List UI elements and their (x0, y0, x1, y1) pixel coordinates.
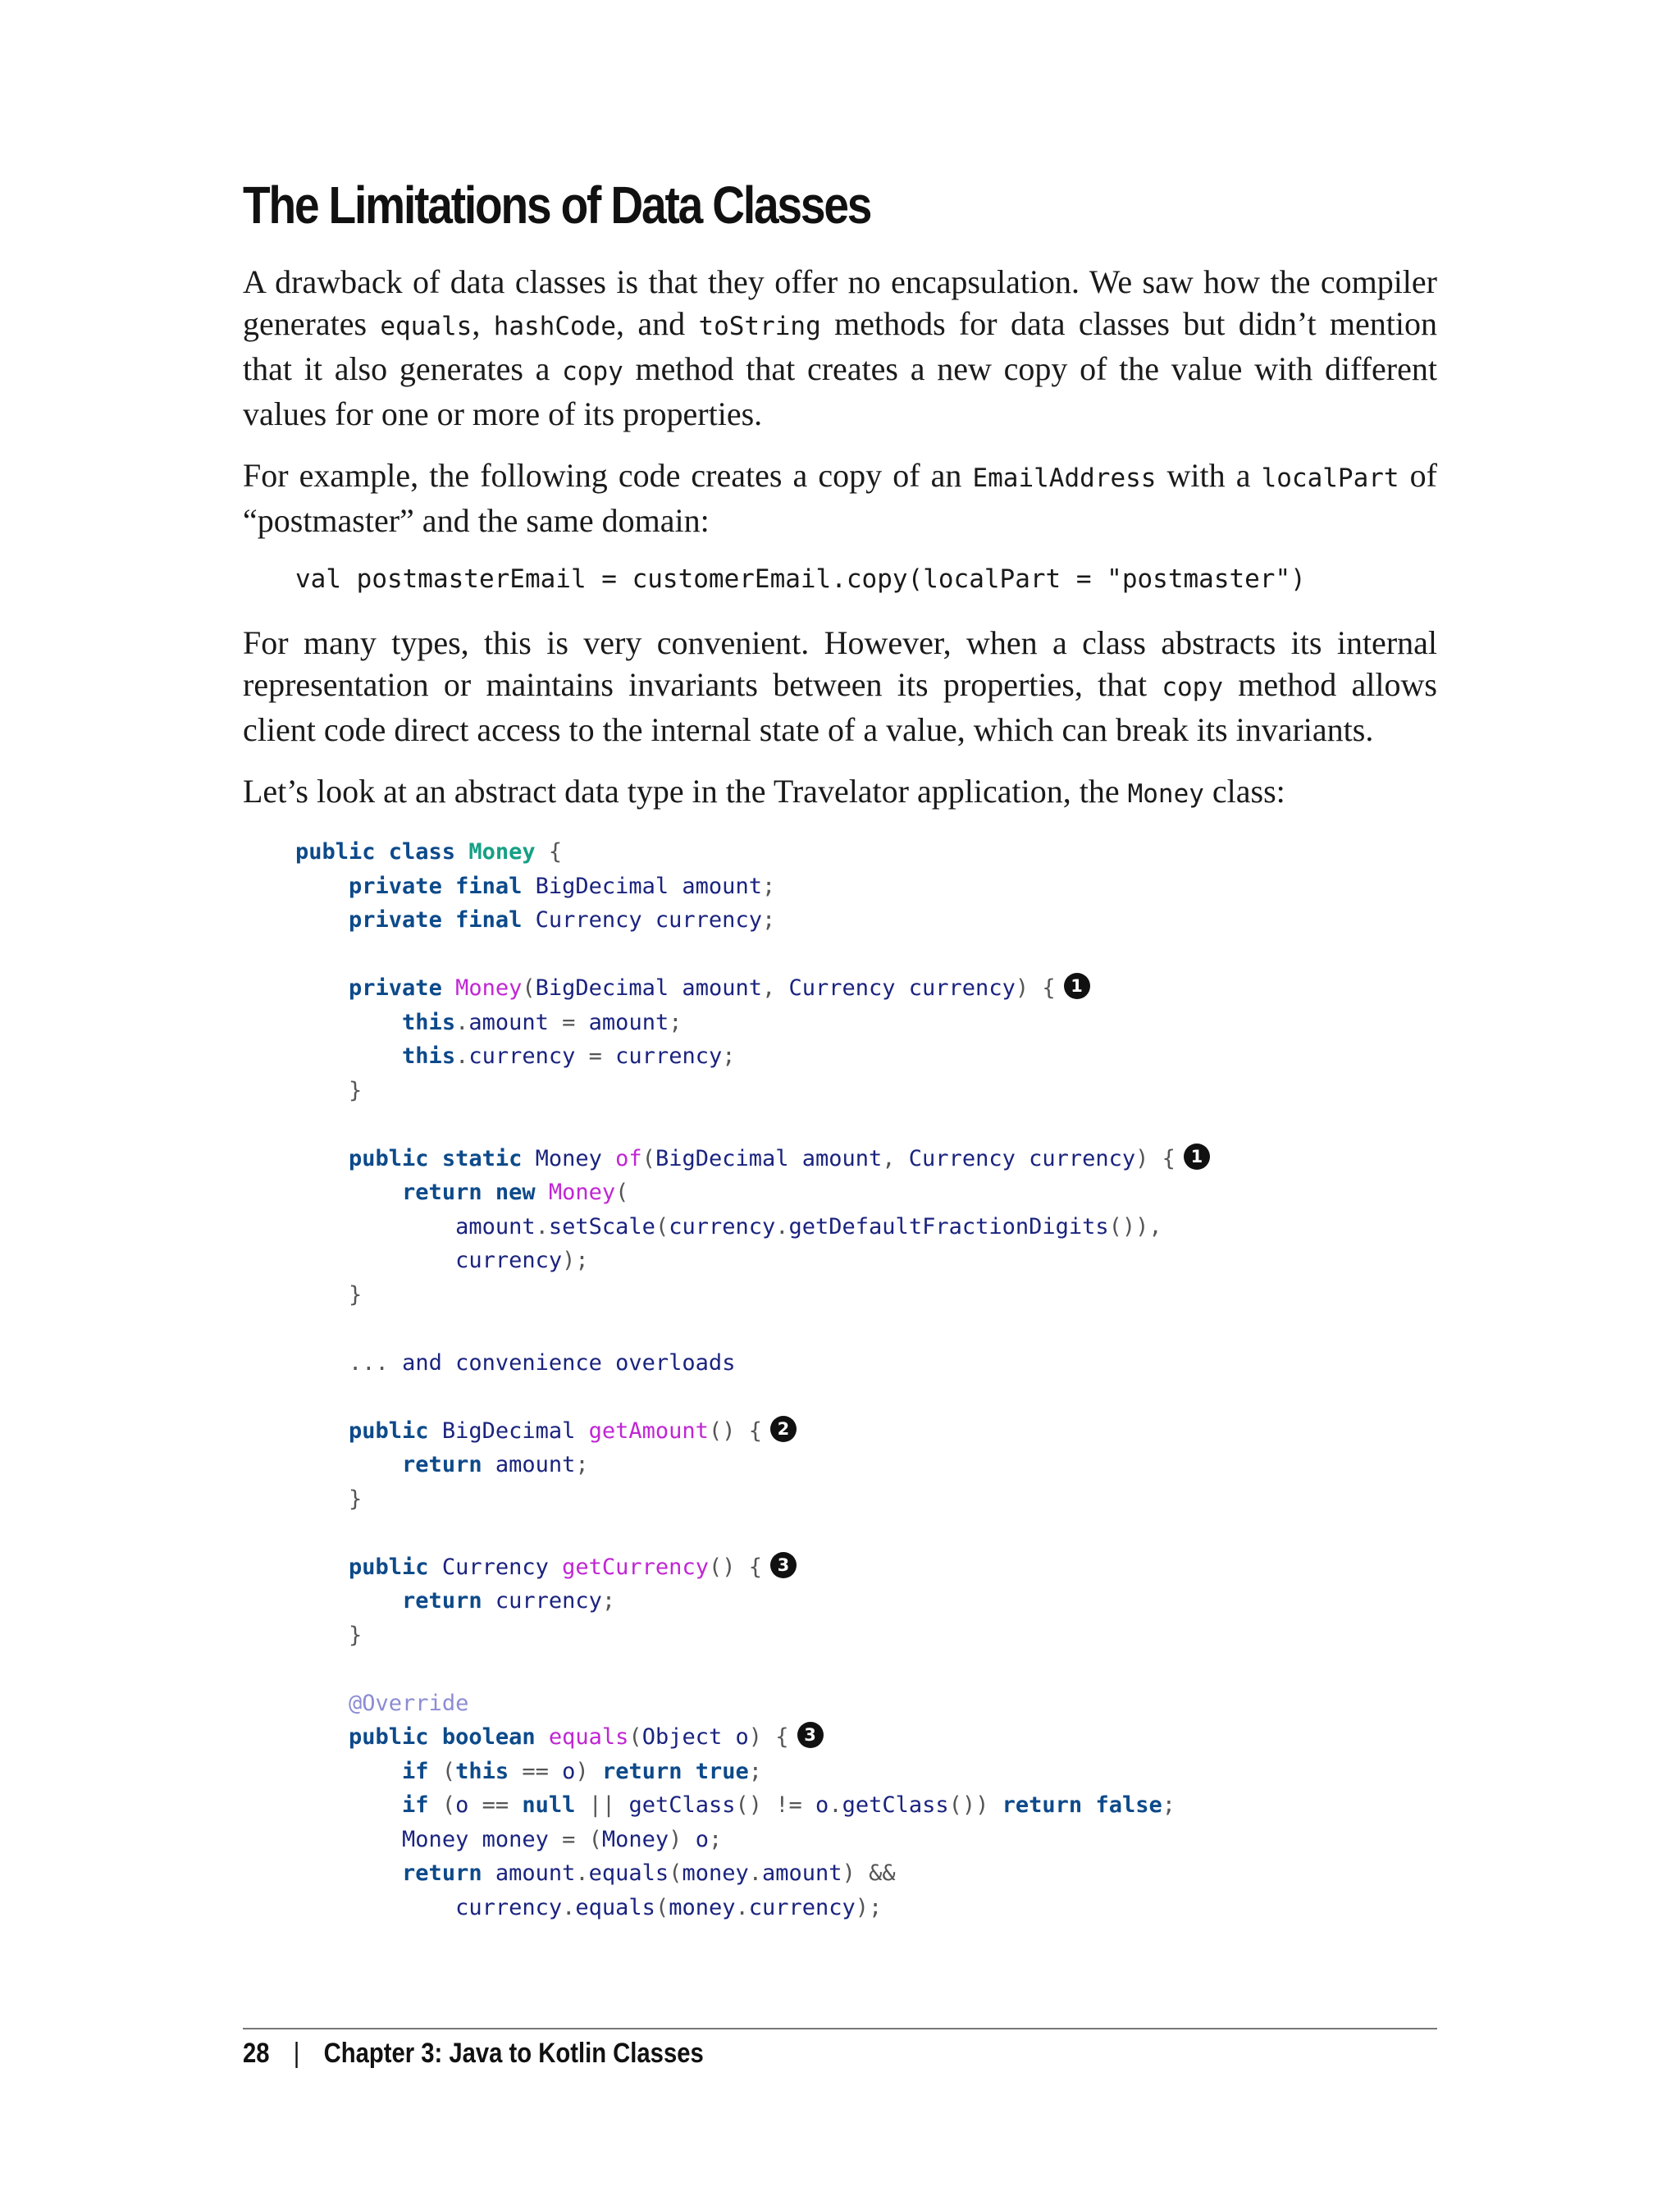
code-token: Currency currency (908, 1145, 1136, 1171)
code-token (295, 874, 349, 899)
code-token: and convenience overloads (402, 1349, 736, 1376)
callout-marker: 3 (770, 1552, 797, 1578)
code-token: ( (655, 1213, 669, 1239)
code-token: return (402, 1860, 495, 1886)
paragraph-invariants (243, 622, 1437, 751)
code-token: ()), (1108, 1213, 1162, 1239)
code-token: } (349, 1622, 363, 1648)
code-token: ) { (1015, 975, 1056, 1001)
text-run: of “postmaster” and the same domain: (243, 457, 1437, 539)
code-line (295, 1176, 1437, 1210)
code-token: amount (495, 1452, 576, 1477)
code-token: Currency currency (788, 975, 1016, 1001)
code-line (295, 1516, 1437, 1550)
code-token: Currency currency (535, 907, 762, 933)
callout-marker: 3 (797, 1722, 824, 1748)
code-token: return false (1002, 1792, 1162, 1818)
code-token (295, 1010, 402, 1035)
code-token: o (455, 1792, 469, 1818)
inline-code: EmailAddress (972, 463, 1157, 493)
code-token: private final (349, 907, 536, 933)
inline-code: copy (562, 357, 623, 386)
code-token: ( (441, 1792, 456, 1818)
code-token: money (669, 1894, 736, 1920)
code-token: BigDecimal amount (655, 1145, 883, 1171)
code-token: amount (762, 1860, 842, 1886)
code-token (295, 1724, 349, 1750)
text-run: , and (616, 305, 699, 342)
code-token: equals (575, 1894, 655, 1920)
code-line (295, 1448, 1437, 1482)
code-token: ; (1162, 1792, 1176, 1818)
code-token: == (468, 1792, 523, 1818)
code-line (295, 1482, 1437, 1517)
code-token: Money (601, 1826, 669, 1852)
code-token: ); (855, 1894, 883, 1920)
code-token: this (455, 1758, 509, 1784)
code-token: , (882, 1145, 909, 1171)
code-token: ; (601, 1588, 616, 1614)
code-token: BigDecimal amount (535, 873, 762, 899)
text-run: For many types, this is very convenient. However, when a class abstracts its internal representation or maintains invariants between its properties, that (243, 624, 1437, 703)
code-token: = ( (548, 1826, 602, 1852)
code-token: o (695, 1826, 709, 1852)
code-token: } (349, 1281, 363, 1308)
code-line (295, 835, 1437, 870)
code-token: , (761, 975, 789, 1001)
code-token: Currency (441, 1554, 563, 1580)
code-line (295, 1210, 1437, 1244)
paragraph-money-intro (243, 770, 1437, 815)
inline-code: copy (1162, 673, 1224, 702)
code-line (295, 1823, 1437, 1857)
inline-code: equals (380, 312, 472, 341)
code-token (295, 975, 349, 1001)
code-token (295, 1282, 349, 1308)
code-token: getClass (842, 1792, 949, 1818)
code-line (295, 1278, 1437, 1312)
callout-marker: 2 (770, 1416, 797, 1442)
code-token: currency (455, 1248, 563, 1273)
chapter-title: Chapter 3: Java to Kotlin Classes (323, 2038, 704, 2069)
code-token: ) (575, 1758, 602, 1784)
inline-code: hashCode (493, 312, 616, 341)
code-token: || (575, 1792, 629, 1818)
code-token: ) && (842, 1860, 896, 1886)
code-token: ; (708, 1826, 723, 1852)
code-token (295, 1180, 402, 1205)
code-token: this (402, 1009, 456, 1035)
code-token: getDefaultFractionDigits (788, 1213, 1109, 1239)
code-token (295, 1418, 349, 1444)
code-token: ; (575, 1452, 589, 1477)
code-token: public (349, 1554, 442, 1580)
code-token: currency (468, 1043, 576, 1069)
callout-marker: 1 (1184, 1144, 1210, 1170)
kotlin-snippet: val postmasterEmail = customerEmail.copy(localPart = "postmaster") (295, 564, 1306, 594)
code-token: public static (349, 1145, 536, 1171)
code-token (295, 1827, 402, 1852)
code-token: Money (468, 839, 536, 865)
footer-separator: | (293, 2038, 300, 2069)
code-token: Object o (641, 1724, 749, 1750)
code-token: ( (522, 975, 536, 1001)
code-token: return true (601, 1758, 749, 1784)
code-token: . (562, 1894, 576, 1920)
code-token: . (455, 1043, 469, 1069)
code-token: ; (669, 1009, 682, 1035)
code-token: . (735, 1894, 749, 1920)
code-line (295, 1550, 1437, 1585)
code-token: null (522, 1792, 576, 1818)
code-line (295, 1074, 1437, 1108)
code-token: return (402, 1588, 495, 1614)
code-line (295, 1414, 1437, 1449)
code-token: BigDecimal (441, 1418, 589, 1444)
code-token: () != (735, 1792, 816, 1818)
code-token: == (509, 1758, 563, 1784)
footer-divider (243, 2028, 1437, 2029)
code-token: getClass (628, 1792, 736, 1818)
code-token: Money money (402, 1826, 549, 1852)
code-token: @Override (349, 1690, 469, 1716)
code-token: ( (441, 1758, 456, 1784)
code-token: o (815, 1792, 829, 1818)
code-line (295, 938, 1437, 972)
text-run: method allows client code direct access to the internal state of a value, which can break its invariants. (243, 666, 1437, 748)
code-token: = (575, 1043, 616, 1069)
code-token (295, 1350, 349, 1376)
code-line (295, 971, 1437, 1006)
code-token (295, 1588, 402, 1614)
code-token: ( (615, 1180, 629, 1205)
code-line (295, 1618, 1437, 1653)
code-token (295, 1452, 402, 1477)
code-line (295, 1687, 1437, 1721)
code-token (295, 1486, 349, 1512)
code-token: of (615, 1145, 642, 1171)
code-token: currency (455, 1894, 563, 1920)
code-line (295, 870, 1437, 904)
text-run: Let’s look at an abstract data type in the Travelator application, the (243, 773, 1128, 810)
code-token: BigDecimal amount (535, 975, 762, 1001)
code-token: return new (402, 1180, 549, 1205)
code-token: ) { (748, 1724, 789, 1750)
text-run: method that creates a new copy of the value with different values for one or more of its properties. (243, 350, 1437, 432)
code-token: . (829, 1792, 842, 1818)
inline-code: toString (698, 312, 821, 341)
code-token: ) (669, 1826, 696, 1852)
inline-code: Money (1127, 779, 1204, 809)
code-token: getCurrency (562, 1554, 709, 1580)
code-token: . (775, 1213, 789, 1239)
page-footer (243, 2038, 704, 2070)
code-token: amount (588, 1009, 669, 1035)
code-token (295, 1792, 402, 1818)
code-token: ); (562, 1248, 589, 1273)
code-token (295, 1554, 349, 1580)
code-token: = (548, 1009, 589, 1035)
code-token: () { (708, 1418, 762, 1444)
code-token: setScale (548, 1213, 655, 1239)
code-token (295, 907, 349, 933)
code-line (295, 1039, 1437, 1074)
code-token: . (575, 1860, 589, 1886)
code-token: private (349, 975, 456, 1001)
code-token: ... (349, 1349, 403, 1376)
text-run: A drawback of data classes is that they offer no encapsulation. We saw how the compiler generates (243, 263, 1437, 342)
code-token: ( (669, 1860, 682, 1886)
code-token: ; (761, 873, 776, 899)
code-token: public class (295, 839, 469, 865)
text-run: For example, the following code creates a copy of an (243, 457, 973, 494)
code-line (295, 1312, 1437, 1346)
inline-code: localPart (1261, 463, 1399, 493)
code-token: ( (655, 1894, 669, 1920)
page-content (243, 164, 1437, 1924)
code-token: getAmount (588, 1418, 709, 1444)
code-line (295, 903, 1437, 938)
code-token (295, 1214, 455, 1239)
code-line (295, 1006, 1437, 1040)
code-token: ; (722, 1043, 736, 1069)
code-token: money (682, 1860, 749, 1886)
code-token: ( (641, 1145, 655, 1171)
code-token: Money (548, 1180, 616, 1205)
code-line (295, 1380, 1437, 1414)
code-token: { (535, 839, 563, 865)
code-token (295, 1860, 402, 1886)
code-token: amount (495, 1860, 576, 1886)
code-token: ) { (1135, 1145, 1176, 1171)
code-token: this (402, 1043, 456, 1069)
code-line (295, 1720, 1437, 1755)
code-token: amount (455, 1213, 536, 1239)
code-token: } (349, 1486, 363, 1512)
code-line (295, 1755, 1437, 1789)
code-token: () { (708, 1554, 762, 1580)
code-token: equals (548, 1724, 629, 1750)
code-line (295, 1142, 1437, 1176)
text-run: , (472, 305, 494, 342)
paragraph-data-class-drawback (243, 261, 1437, 435)
text-run: with a (1156, 457, 1262, 494)
paragraph-copy-example (243, 454, 1437, 541)
code-token: private final (349, 873, 536, 899)
code-token: amount (468, 1009, 549, 1035)
code-token: . (748, 1860, 763, 1886)
code-token (295, 1691, 349, 1716)
code-line (295, 1856, 1437, 1891)
code-token: currency (748, 1894, 856, 1920)
code-line (295, 1584, 1437, 1618)
code-token: currency (669, 1213, 776, 1239)
code-token (295, 1623, 349, 1648)
java-code-listing (295, 835, 1437, 1924)
code-token: ()) (948, 1792, 1002, 1818)
code-token (295, 1248, 455, 1273)
code-token (295, 1043, 402, 1069)
code-token: Money (535, 1145, 616, 1171)
code-token: . (535, 1213, 549, 1239)
code-token: o (562, 1758, 576, 1784)
code-token: public boolean (349, 1724, 549, 1750)
code-token: . (455, 1009, 469, 1035)
code-token (295, 1146, 349, 1171)
code-line (295, 1346, 1437, 1381)
code-token: ( (628, 1724, 642, 1750)
code-token (295, 1895, 455, 1920)
code-line (295, 1107, 1437, 1142)
code-token: currency (615, 1043, 723, 1069)
code-token: return (402, 1452, 495, 1477)
code-line (295, 1891, 1437, 1925)
text-run: methods for data classes but didn’t mention that it also generates a (243, 305, 1438, 387)
code-line (295, 1244, 1437, 1278)
code-token: equals (588, 1860, 669, 1886)
code-token (295, 1078, 349, 1103)
code-token: } (349, 1077, 363, 1103)
code-token (295, 1759, 402, 1784)
code-line (295, 1652, 1437, 1687)
code-token: public (349, 1418, 442, 1444)
text-run: class: (1203, 773, 1285, 810)
code-token: currency (495, 1588, 602, 1614)
code-token: Money (455, 975, 523, 1001)
section-heading: The Limitations of Data Classes (243, 176, 871, 235)
code-line (295, 1788, 1437, 1823)
callout-marker: 1 (1064, 973, 1090, 999)
code-token: ; (748, 1758, 763, 1784)
code-token: ; (761, 907, 776, 933)
code-token: if (402, 1792, 442, 1818)
code-token: if (402, 1758, 442, 1784)
page-number: 28 (243, 2038, 270, 2069)
